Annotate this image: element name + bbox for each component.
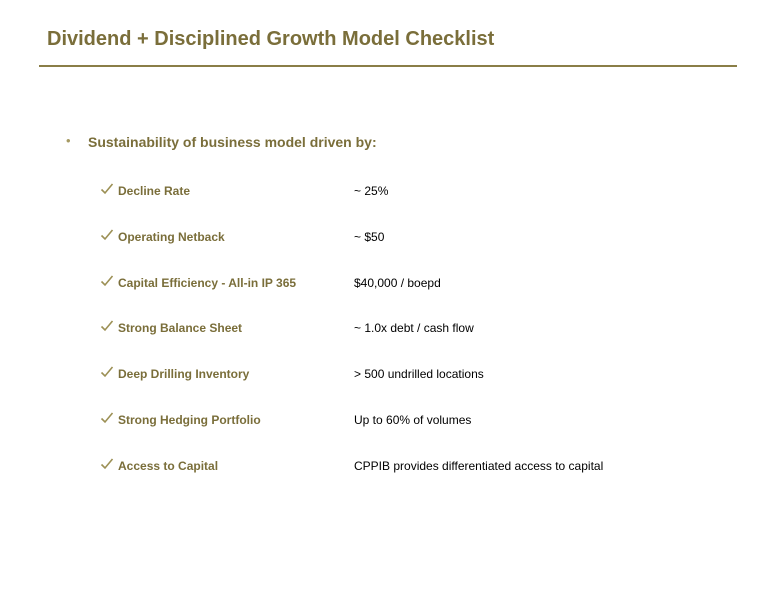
checkmark-icon xyxy=(100,457,114,471)
checklist-item-value: Up to 60% of volumes xyxy=(354,413,472,427)
checklist-item-label: Access to Capital xyxy=(118,459,219,473)
checkmark-icon xyxy=(100,228,114,242)
checklist-item-label: Strong Hedging Portfolio xyxy=(118,413,261,427)
checkmark-icon xyxy=(100,182,114,196)
checkmark-icon xyxy=(100,274,114,288)
checkmark-icon xyxy=(100,411,114,425)
checklist-item-label: Operating Netback xyxy=(118,230,225,244)
checklist-item-value: ~ 25% xyxy=(354,184,389,198)
checklist-item xyxy=(100,459,720,479)
bullet-dot: • xyxy=(66,133,71,148)
checklist-item-label: Decline Rate xyxy=(118,184,191,198)
checklist-item xyxy=(100,413,720,433)
checklist-item xyxy=(100,230,720,250)
checklist-item-value: $40,000 / boepd xyxy=(354,276,441,290)
checklist-item-label: Strong Balance Sheet xyxy=(118,321,243,335)
checklist-item xyxy=(100,321,720,341)
checklist-item-value: > 500 undrilled locations xyxy=(354,367,484,381)
checkmark-icon xyxy=(100,365,114,379)
checklist-item-label: Capital Efficiency - All-in IP 365 xyxy=(118,276,297,290)
checklist-item-value: ~ $50 xyxy=(354,230,385,244)
checklist-item-value: CPPIB provides differentiated access to capital xyxy=(354,459,604,473)
page-title: Dividend + Disciplined Growth Model Checklist xyxy=(47,28,495,50)
checklist-item xyxy=(100,367,720,387)
checklist-item xyxy=(100,184,720,204)
lead-text: Sustainability of business model driven by: xyxy=(88,134,377,150)
checklist-item xyxy=(100,276,720,296)
checklist-item-label: Deep Drilling Inventory xyxy=(118,367,250,381)
checklist-item-value: ~ 1.0x debt / cash flow xyxy=(354,321,474,335)
title-divider xyxy=(39,65,737,67)
checkmark-icon xyxy=(100,319,114,333)
